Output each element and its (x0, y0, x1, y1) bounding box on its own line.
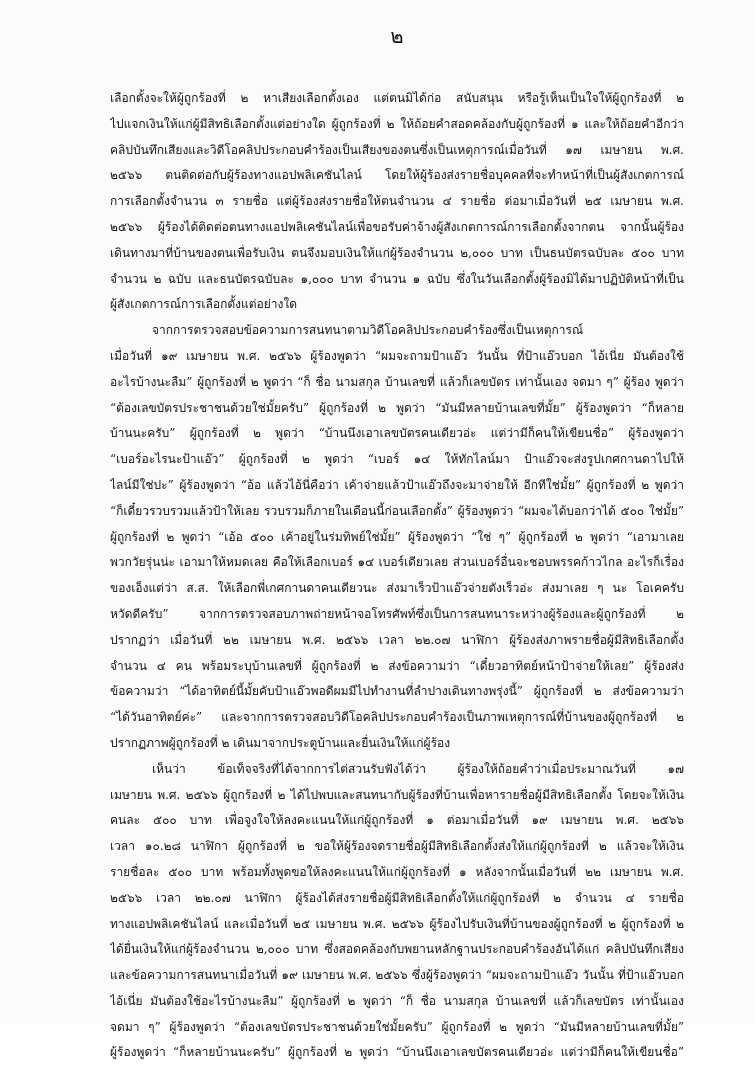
text-line: “ต้องเลขบัตรประชาชนด้วยใช่มั้ยครับ” ผู้ถูกร้องที่ ๒ พูดว่า “มันมีหลายบ้านเลขที่มั้ย” ผู้ร้องพูดว่า “ก็หลาย (110, 400, 684, 415)
text-line: จำนวน ๔ คน พร้อมระบุบ้านเลขที่ ผู้ถูกร้องที่ ๒ ส่งข้อความว่า “เดี๋ยวอาทิตย์หน้าป้าจ่ายให้เลย” ผู้ร้องส่ง (110, 658, 684, 673)
text-line: รายชื่อละ ๕๐๐ บาท พร้อมทั้งพูดขอให้ลงคะแนนให้แก่ผู้ถูกร้องที่ ๑ หลังจากนั้นเมื่อวันที่ ๒๒ เมษายน พ.ศ. (110, 864, 684, 879)
text-line: คลิปบันทึกเสียงและวิดีโอคลิปประกอบคำร้องเป็นเสียงของตนซึ่งเป็นเหตุการณ์เมื่อวันที่ ๑๗ เมษายน พ.ศ. (110, 142, 684, 157)
text-line: ทางแอปพลิเคชันไลน์ และเมื่อวันที่ ๒๕ เมษายน พ.ศ. ๒๕๖๖ ผู้ร้องไปรับเงินที่บ้านของผู้ถูกร้องที่ ๒ ผู้ถูกร้องที่ ๒ (110, 916, 684, 931)
text-line: ปรากฏว่า เมื่อวันที่ ๒๒ เมษายน พ.ศ. ๒๕๖๖ เวลา ๒๒.๐๗ นาฬิกา ผู้ร้องส่งภาพรายชื่อผู้มีสิทธิเลือกตั้ง (110, 632, 684, 647)
text-line: ไลน์มีใช่ปะ” ผู้ร้องพูดว่า “อ้อ แล้วไอ้นี่คือว่า เค้าจ่ายแล้วป้าแอ๊วถึงจะมาจ่ายให้ อีกทีใช่มั้ย” ผู้ถูกร้องที่ ๒ พูดว่า (110, 477, 684, 492)
text-line: จดมา ๆ” ผู้ร้องพูดว่า “ต้องเลขบัตรประชาชนด้วยใช่มั้ยครับ” ผู้ถูกร้องที่ ๒ พูดว่า “มันมีหลายบ้านเลขที่มั้ย” (110, 1019, 684, 1034)
text-line: ปรากฏภาพผู้ถูกร้องที่ ๒ เดินมาจากประตูบ้านและยื่นเงินให้แก่ผู้ร้อง (110, 735, 451, 750)
text-line: “ได้วันอาทิตย์ค่ะ” และจากการตรวจสอบวิดีโอคลิปประกอบคำร้องเป็นภาพเหตุการณ์ที่บ้านของผู้ถูกร้องที่ ๒ (110, 710, 684, 725)
page-number: ๒ (390, 24, 404, 48)
text-line: หวัดดีครับ” จากการตรวจสอบภาพถ่ายหน้าจอโทรศัพท์ซึ่งเป็นการสนทนาระหว่างผู้ร้องและผู้ถูกร้องที่ ๒ (110, 606, 684, 621)
text-line: จากการตรวจสอบข้อความการสนทนาตามวิดีโอคลิปประกอบคำร้องซึ่งเป็นเหตุการณ์ (152, 323, 584, 338)
text-line: “ก็เดี๋ยวรวบรวมแล้วป้าให้เลย รวบรวมก็ภายในเดือนนี้ก่อนเลือกตั้ง” ผู้ร้องพูดว่า “ผมจะได้บอกว่าได้ ๕๐๐ ใช่มั้ย” (110, 503, 684, 518)
text-line: และข้อความการสนทนาเมื่อวันที่ ๑๙ เมษายน พ.ศ. ๒๕๖๖ ซึ่งผู้ร้องพูดว่า “ผมจะถามป้าแอ๊ว วันนั้น ที่ป้าแอ๊วบอก (110, 968, 684, 983)
text-line: ไอ้เนี่ย มันต้องใช้อะไรบ้างนะลืม” ผู้ถูกร้องที่ ๒ พูดว่า “ก็ ชื่อ นามสกุล บ้านเลขที่ แล้วก็เลขบัตร เท่านั้นเอง (110, 993, 684, 1008)
text-line: ได้ยื่นเงินให้แก่ผู้ร้องจำนวน ๒,๐๐๐ บาท ซึ่งสอดคล้องกับพยานหลักฐานประกอบคำร้องอันได้แก่ คลิปบันทึกเสียง (110, 942, 684, 957)
text-line: ๒๕๖๖ ผู้ร้องได้ติดต่อตนทางแอปพลิเคชันไลน์เพื่อขอรับค่าจ้างผู้สังเกตการณ์การเลือกตั้งจากตน จากนั้นผู้ร้อง (110, 219, 684, 234)
text-line: จำนวน ๒ ฉบับ และธนบัตรฉบับละ ๑,๐๐๐ บาท จำนวน ๑ ฉบับ ซึ่งในวันเลือกตั้งผู้ร้องมิได้มาปฏิบัติหน้าที่เป็น (110, 271, 684, 286)
text-line: พวกวัยรุ่นน่ะ เอามาให้หมดเลย คือให้เลือกเบอร์ ๑๔ เบอร์เดียวเลย ส่วนเบอร์อื่นจะชอบพรรคก้าวไกล อะไรก็เรื่อง (110, 555, 684, 570)
paragraph-1 (110, 86, 684, 318)
text-line: เมษายน พ.ศ. ๒๕๖๖ ผู้ถูกร้องที่ ๒ ได้ไปพบและสนทนากับผู้ร้องที่บ้านเพื่อหารายชื่อผู้มีสิทธิเลือกตั้ง โดยจะให้เงิน (110, 787, 684, 802)
text-line: การเลือกตั้งจำนวน ๓ รายชื่อ แต่ผู้ร้องส่งรายชื่อให้ตนจำนวน ๔ รายชื่อ ต่อมาเมื่อวันที่ ๒๕ เมษายน พ.ศ. (110, 194, 684, 209)
text-line: คนละ ๕๐๐ บาท เพื่อจูงใจให้ลงคะแนนให้แก่ผู้ถูกร้องที่ ๑ ต่อมาเมื่อวันที่ ๑๙ เมษายน พ.ศ. ๒๕๖๖ (110, 813, 684, 828)
text-line: เห็นว่า ข้อเท็จจริงที่ได้จากการไต่สวนรับฟังได้ว่า ผู้ร้องให้ถ้อยคำว่าเมื่อประมาณวันที่ ๑๗ (152, 761, 684, 776)
text-line: ผู้ถูกร้องที่ ๒ พูดว่า “เอ้อ ๕๐๐ เค้าอยู่ในร่มทิพย์ใช่มั้ย” ผู้ร้องพูดว่า “ใช่ ๆ” ผู้ถูกร้องที่ ๒ พูดว่า “เอามาเลย (110, 529, 684, 544)
text-line: ข้อความว่า “ได้อาทิตย์นี้มั้ยคับป้าแอ๊วพอดีผมมีไปทำงานที่ลำปางเดินทางพรุ่งนี้” ผู้ถูกร้องที่ ๒ ส่งข้อความว่า (110, 684, 684, 699)
text-line: บ้านนะครับ” ผู้ถูกร้องที่ ๒ พูดว่า “บ้านนึงเอาเลขบัตรคนเดียวอ่ะ แต่ว่ามีก็คนให้เขียนชื่อ” ผู้ร้องพูดว่า (110, 426, 684, 441)
text-line: “เบอร์อะไรนะป้าแอ๊ว” ผู้ถูกร้องที่ ๒ พูดว่า “เบอร์ ๑๔ ให้ทักไลน์มา ป้าแอ๊วจะส่งรูปเกศกานดาไปให้ (110, 452, 684, 467)
text-line: ๒๕๖๖ เวลา ๒๒.๐๗ นาฬิกา ผู้ร้องได้ส่งรายชื่อผู้มีสิทธิเลือกตั้งให้แก่ผู้ถูกร้องที่ ๒ จำนวน ๔ รายชื่อ (110, 890, 684, 905)
text-line: ๒๕๖๖ ตนติดต่อกับผู้ร้องทางแอปพลิเคชันไลน์ โดยให้ผู้ร้องส่งรายชื่อบุคคลที่จะทำหน้าที่เป็นผู้สังเกตการณ์ (110, 168, 684, 183)
paragraph-2 (110, 318, 684, 757)
text-line: เดินทางมาที่บ้านของตนเพื่อรับเงิน ตนจึงมอบเงินให้แก่ผู้ร้องจำนวน ๒,๐๐๐ บาท เป็นธนบัตรฉบับละ ๕๐๐ บาท (110, 245, 684, 260)
paragraph-3 (110, 757, 684, 1066)
text-line: ไปแจกเงินให้แก่ผู้มีสิทธิเลือกตั้งแต่อย่างใด ผู้ถูกร้องที่ ๒ ให้ถ้อยคำสอดคล้องกับผู้ถูกร้องที่ ๑ และให้ถ้อยคำอีกว่า (110, 116, 684, 131)
text-line: ของเอ็งแต่ว่า ส.ส. ให้เลือกพี่เกศกานดาคนเดียวนะ ส่งมาเร็วป้าแอ๊วจ่ายตังเร็วอ่ะ ส่งมาเลย ๆ นะ โอเคครับ (110, 581, 684, 596)
text-line: เวลา ๑๐.๒๘ นาฬิกา ผู้ถูกร้องที่ ๒ ขอให้ผู้ร้องจดรายชื่อผู้มีสิทธิเลือกตั้งส่งให้แก่ผู้ถูกร้องที่ ๒ แล้วจะให้เงิน (110, 839, 684, 854)
text-line: ผู้ร้องพูดว่า “ก็หลายบ้านนะครับ” ผู้ถูกร้องที่ ๒ พูดว่า “บ้านนึงเอาเลขบัตรคนเดียวอ่ะ แต่ว่ามีก็คนให้เขียนชื่อ” (110, 1045, 684, 1060)
text-line: ผู้สังเกตการณ์การเลือกตั้งแต่อย่างใด (110, 297, 298, 312)
text-line: อะไรบ้างนะลืม” ผู้ถูกร้องที่ ๒ พูดว่า “ก็ ชื่อ นามสกุล บ้านเลขที่ แล้วก็เลขบัตร เท่านั้นเอง จดมา ๆ” ผู้ร้อง พูดว่า (110, 374, 684, 389)
text-line: เมื่อวันที่ ๑๙ เมษายน พ.ศ. ๒๕๖๖ ผู้ร้องพูดว่า “ผมจะถามป้าแอ๊ว วันนั้น ที่ป้าแอ๊วบอก ไอ้เนี่ย มันต้องใช้ (110, 348, 684, 363)
text-line: เลือกตั้งจะให้ผู้ถูกร้องที่ ๒ หาเสียงเลือกตั้งเอง แต่ตนมิได้ก่อ สนับสนุน หรือรู้เห็นเป็นใจให้ผู้ถูกร้องที่ ๒ (110, 91, 684, 105)
document-body (110, 86, 684, 1066)
